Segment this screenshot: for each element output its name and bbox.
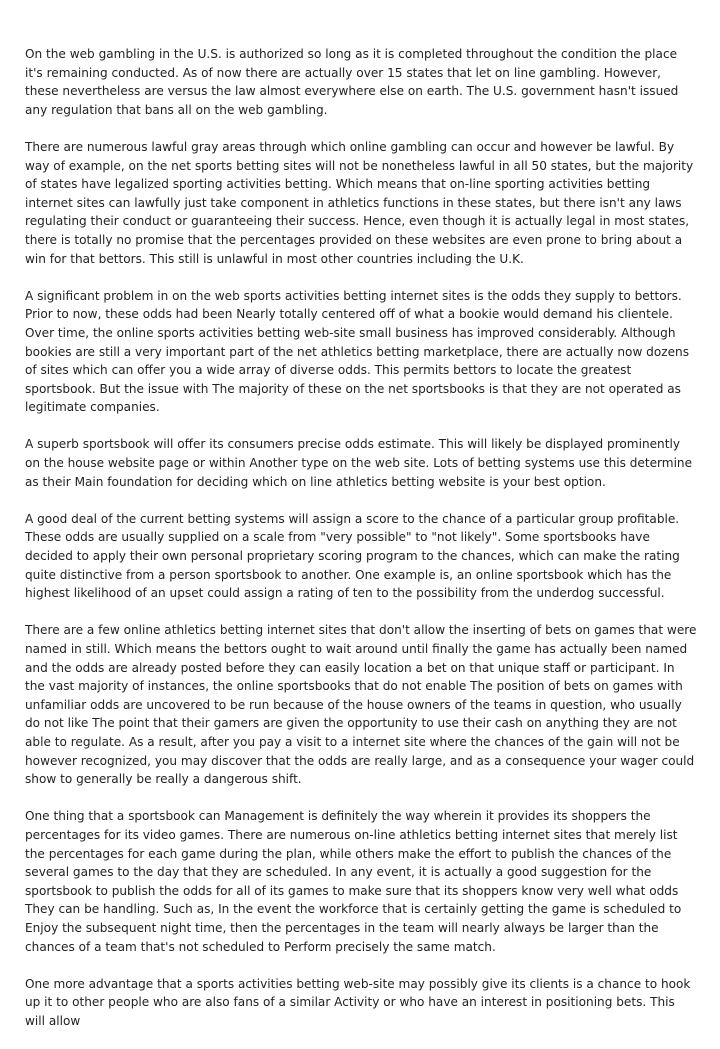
paragraph-3: A significant problem in on the web sports activities betting internet sites is the odds they supply to bettors. Prior to now, these odds had been Nearly totally centered off of what a bookie would demand his clientele. Over time, the online sports activities betting web-site small business has improved considerably. Although bookies are still a very important part of the net athletics betting marketplace, there are actually now dozens of sites which can offer you a wide array of diverse odds. This permits bettors to locate the greatest sportsbook. But the issue with The majority of these on the net sportsbooks is that they are not operated as legitimate companies.: [25, 288, 690, 415]
paragraph-6: There are a few online athletics betting internet sites that don't allow the inserting of bets on games that were named in still. Which means the bettors ought to wait around until finally the game has actually been named and the odds are already posted before they can easily location a bet on that unique staff or participant. In the vast majority of instances, the online sportsbooks that do not enable The position of bets on games with unfamiliar odds are uncovered to be run because of the house owners of the teams in question, who usually do not like The point that their gamers are given the opportunity to use their cash on anything they are not able to regulate. As a result, after you pay a visit to a internet site where the chances of the gain will not be however recognized, you may discover that the odds are really large, and as a consequence your wager could show to generally be really a dangerous shift.: [25, 623, 697, 787]
paragraph-8: One more advantage that a sports activities betting web-site may possibly give its clients is a chance to hook up it to other people who are also fans of a similar Activity or who have an interest in positioning bets. This will allow: [25, 976, 691, 1028]
paragraph-4: A superb sportsbook will offer its consumers precise odds estimate. This will likely be displayed prominently on the house website page or within Another type on the web site. Lots of betting systems use this determine as their Main foundation for deciding which on line athletics betting website is your best option.: [25, 437, 693, 489]
document-body: [25, 45, 697, 1049]
paragraph-7: One thing that a sportsbook can Management is definitely the way wherein it provides its shoppers the percentages for its video games. There are numerous on-line athletics betting internet sites that merely list the percentages for each game during the plan, while others make the effort to publish the chances of the several games to the day that they are scheduled. In any event, it is actually a good suggestion for the sportsbook to publish the odds for all of its games to make sure that its shoppers know very well what odds They can be handling. Such as, In the event the workforce that is certainly getting the game is scheduled to Enjoy the subsequent night time, then the percentages in the team will nearly always be larger than the chances of a team that's not scheduled to Perform precisely the same match.: [25, 809, 682, 954]
paragraph-2: There are numerous lawful gray areas through which online gambling can occur and however be lawful. By way of example, on the net sports betting sites will not be nonetheless lawful in all 50 states, but the majority of states have legalized sporting activities betting. Which means that on-line sporting activities betting internet sites can lawfully just take component in athletics functions in these states, but there isn't any laws regulating their conduct or guaranteeing their success. Hence, even though it is actually legal in most states, there is totally no promise that the percentages provided on these websites are even prone to bring about a win for that bettors. This still is unlawful in most other countries including the U.K.: [25, 139, 694, 266]
paragraph-5: A good deal of the current betting systems will assign a score to the chance of a particular group profitable. These odds are usually supplied on a scale from "very possible" to "not likely". Some sportsbooks have decided to apply their own personal proprietary scoring program to the chances, which can make the rating quite distinctive from a person sportsbook to another. One example is, an online sportsbook which has the highest likelihood of an upset could assign a rating of ten to the possibility from the underdog successful.: [25, 511, 680, 601]
paragraph-1: On the web gambling in the U.S. is authorized so long as it is completed throughout the condition the place it's remaining conducted. As of now there are actually over 15 states that let on line gambling. However, these nevertheless are versus the law almost everywhere else on earth. The U.S. government hasn't issued any regulation that bans all on the web gambling.: [25, 47, 679, 117]
